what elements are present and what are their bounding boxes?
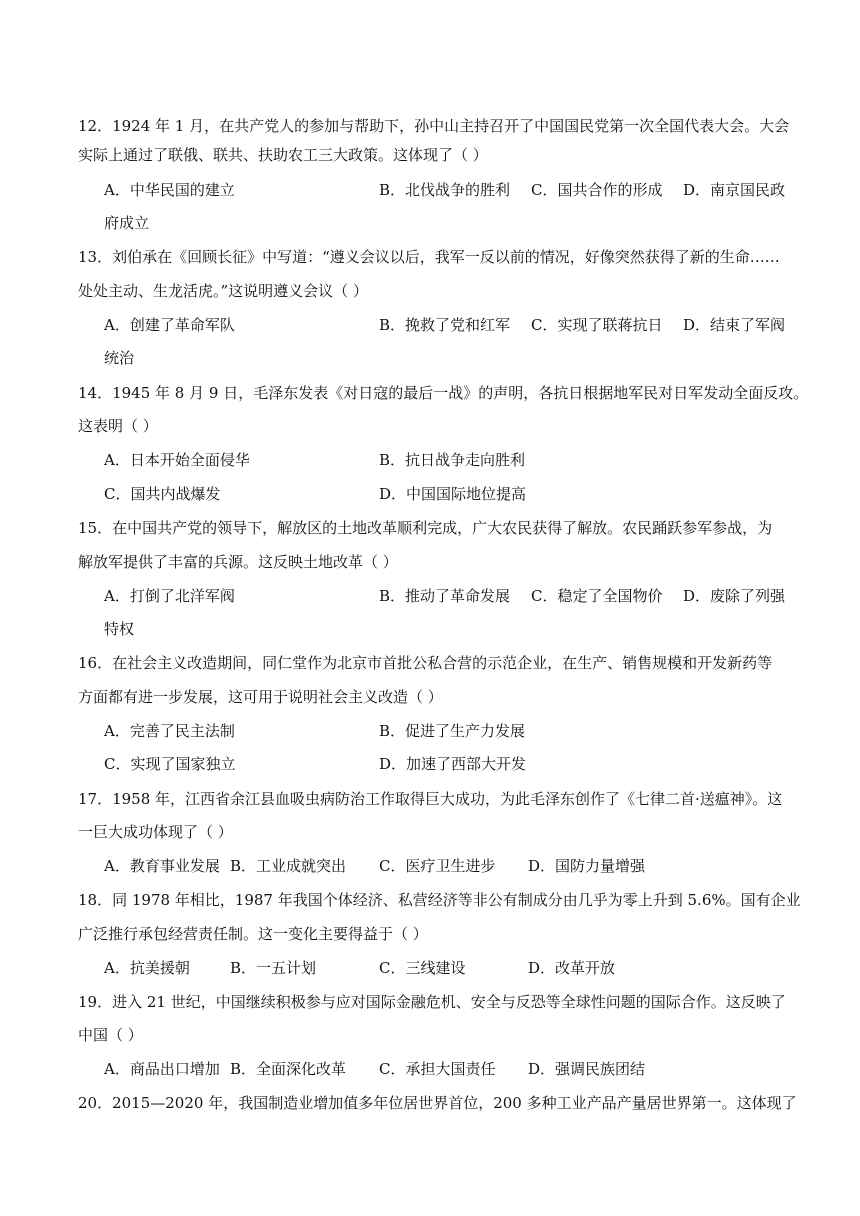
question-19-option-d: D．强调民族团结 [528,1060,646,1078]
question-16-stem-line-2: 方面都有进一步发展，这可用于说明社会主义改造（ ） [78,688,443,706]
question-12-option-d: D．南京国民政 [683,181,786,199]
question-12-option-a: A．中华民国的建立 [104,181,235,199]
question-17-option-a: A．教育事业发展 [104,857,220,875]
question-18-option-b: B．一五计划 [230,959,317,977]
question-17-option-b: B．工业成就突出 [230,857,347,875]
question-18-stem-line-2: 广泛推行承包经营责任制。这一变化主要得益于（ ） [78,925,428,943]
question-16-option-a: A．完善了民主法制 [104,722,235,740]
question-18-stem-line-1: 18．同 1978 年相比，1987 年我国个体经济、私营经济等非公有制成分由几乎为零上升到 5.6%。国有企业 [78,891,801,909]
question-17-option-d: D．国防力量增强 [528,857,646,875]
question-12-option-b: B．北伐战争的胜利 [379,181,511,199]
question-15-option-d-wrap: 特权 [104,620,135,638]
question-16-option-c: C．实现了国家独立 [104,755,236,773]
question-17-stem-line-2: 一巨大成功体现了（ ） [78,823,233,841]
question-17-option-c: C．医疗卫生进步 [379,857,496,875]
question-14-option-a: A．日本开始全面侵华 [104,451,250,469]
question-16-option-b: B．促进了生产力发展 [379,722,526,740]
question-19-option-b: B．全面深化改革 [230,1060,347,1078]
question-13-option-c: C．实现了联蒋抗日 [531,316,663,334]
question-13-option-b: B．挽救了党和红军 [379,316,511,334]
question-14-option-c: C．国共内战爆发 [104,485,221,503]
question-13-option-d: D．结束了军阀 [683,316,786,334]
question-14-option-d: D．中国国际地位提高 [379,485,527,503]
question-18-option-c: C．三线建设 [379,959,466,977]
question-16-stem-line-1: 16．在社会主义改造期间，同仁堂作为北京市首批公私合营的示范企业，在生产、销售规模和开发新药等 [78,654,773,672]
question-13-stem-line-1: 13．刘伯承在《回顾长征》中写道：“遵义会议以后，我军一反以前的情况，好像突然获得了新的生命…… [78,248,780,266]
question-15-stem-line-2: 解放军提供了丰富的兵源。这反映土地改革（ ） [78,553,398,571]
question-17-stem-line-1: 17．1958 年，江西省余江县血吸虫病防治工作取得巨大成功，为此毛泽东创作了《七律二首·送瘟神》。这 [78,790,783,808]
question-18-option-a: A．抗美援朝 [104,959,190,977]
question-15-option-d: D．废除了列强 [683,587,786,605]
question-14-stem-line-1: 14．1945 年 8 月 9 日，毛泽东发表《对日寇的最后一战》的声明，各抗日根据地军民对日军发动全面反攻。 [78,384,809,402]
question-20-stem-line-1: 20．2015—2020 年，我国制造业增加值多年位居世界首位，200 多种工业产品产量居世界第一。这体现了 [78,1094,797,1112]
question-15-option-a: A．打倒了北洋军阀 [104,587,235,605]
question-12-stem-line-2: 实际上通过了联俄、联共、扶助农工三大政策。这体现了（ ） [78,146,488,164]
question-19-option-a: A．商品出口增加 [104,1060,220,1078]
question-13-option-d-wrap: 统治 [104,349,135,367]
question-15-stem-line-1: 15．在中国共产党的领导下，解放区的土地改革顺利完成，广大农民获得了解放。农民踊跃参军参战，为 [78,519,773,537]
question-13-option-a: A．创建了革命军队 [104,316,235,334]
question-15-option-c: C．稳定了全国物价 [531,587,663,605]
question-18-option-d: D．改革开放 [528,959,616,977]
question-15-option-b: B．推动了革命发展 [379,587,511,605]
question-14-option-b: B．抗日战争走向胜利 [379,451,526,469]
question-12-option-c: C．国共合作的形成 [531,181,663,199]
question-14-stem-line-2: 这表明（ ） [78,417,158,435]
question-19-option-c: C．承担大国责任 [379,1060,496,1078]
question-19-stem-line-1: 19．进入 21 世纪，中国继续积极参与应对国际金融危机、安全与反恐等全球性问题的国际合作。这反映了 [78,993,786,1011]
question-12-stem-line-1: 12．1924 年 1 月，在共产党人的参加与帮助下，孙中山主持召开了中国国民党第一次全国代表大会。大会 [78,117,790,135]
question-16-option-d: D．加速了西部大开发 [379,755,527,773]
question-13-stem-line-2: 处处主动、生龙活虎。”这说明遵义会议（ ） [78,282,368,300]
question-12-option-d-wrap: 府成立 [104,214,150,232]
question-19-stem-line-2: 中国（ ） [78,1026,143,1044]
